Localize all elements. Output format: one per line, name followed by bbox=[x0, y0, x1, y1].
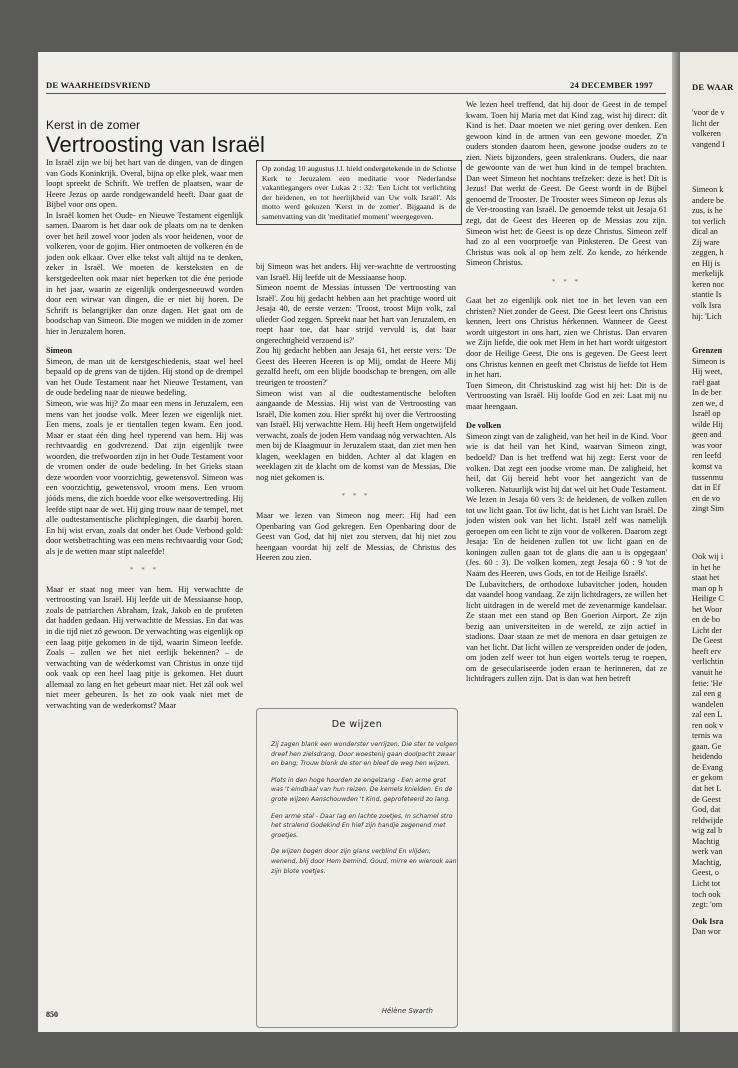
next-page-block-c bbox=[692, 346, 725, 515]
text-line: dat het L bbox=[692, 784, 722, 794]
text-line: de Geest bbox=[692, 794, 721, 804]
text-line: vangend I bbox=[692, 139, 725, 149]
text-line: zeggen, h bbox=[692, 248, 724, 258]
paragraph: Simeon wist van al die oudtestamentische beloften aangaande de Messias. Hij wist van de Vertroosting van Israël, Die komen zou. Hier sprékt hij over die Vertroosting van Israël. Hij verwachtte Hem. Hij heeft Hem ongetwijfeld verwacht, zoals de joden Hem vandaag nóg verwachten. Als men bij de Klaagmuur in Jeruzalem staat, dan ziet men hen klagen, weeklagen en bidden. Achter al dat klagen en weeklagen zit de klacht om de komst van de Messias, Die nog niet gekomen is. bbox=[256, 388, 456, 482]
text-line: raël gaat bbox=[692, 377, 721, 387]
text-line: er gekom bbox=[692, 773, 723, 783]
paragraph: Maar er staat nog meer van hem. Hij verwachtte de vertroosting van Israël. Hij leefde uit de Messiaanse hoop, zoals de patriarchen Abraham, Izak, Jakob en de profeten dat hadden gedaan. Hij verwachtte de Messias. En dat was in die tijd niet zó gewoon. De verwachting was eigenlijk op een laag pitje gekomen in de tijd, waarin Simeon leefde. Zoals – zullen we het niet eerlijk bekennen? – de verwachting van de wéderkomst van Christus in onze tijd ook vaak op een heel laag pitje is gekomen. Het duurt allemaal zo lang en het gebeurt maar niet. Het zál ook wel niet meer gebeuren. Is het zo ook vaak niet met de verwachting van de wederkomst? Maar bbox=[46, 584, 243, 710]
article-kicker: Kerst in de zomer bbox=[46, 118, 141, 132]
text-line: wandelen bbox=[692, 699, 724, 709]
text-line: de Evang bbox=[692, 762, 723, 772]
paragraph: Zou hij gedacht hebben aan Jesaja 61, het eerste vers: 'De Geest des Heeren Heeren is op Mij, omdat de Heere Mij gezalfd heeft, om een blijde boodschap te brengen, om alle treurigen te troosten?' bbox=[256, 346, 456, 388]
header-rule bbox=[46, 93, 666, 94]
text-line: het Woor bbox=[692, 604, 723, 614]
header-publication: DE WAARHEIDSVRIEND bbox=[46, 80, 151, 90]
text-line: 'voor de v bbox=[692, 108, 725, 117]
text-line: ternis wa bbox=[692, 731, 723, 741]
text-line: Hij weet, bbox=[692, 367, 723, 377]
intro-box: Op zondag 10 augustus l.l. hield ondergetekende in de Schotse Kerk te Jeruzalem een meditatie voor Nederlandse vakantiegangers over Lukas 2 : 32: 'Een Licht tot verlichting der heidenen, en tot heerlijkheid van Uw volk Israël'. Als motto werd gekozen 'Kerst in de zomer'. Bijgaand is de samenvatting van dit 'meditatief moment' weergegeven. bbox=[256, 160, 462, 225]
text-line: zegt: 'om bbox=[692, 900, 723, 910]
text-line: en de bo bbox=[692, 615, 720, 625]
text-line: volkeren bbox=[692, 129, 721, 139]
poem-stanza: Zij zagen blank een wonderster verrijzen, Die ster te volgen dreef hen zielsdrang. Door woestenij gaan doolpacht zwaar en bang; Trouw blonk de ster en bleef de weg hen wijzen. bbox=[271, 741, 457, 768]
next-page-block-a bbox=[692, 108, 725, 150]
text-line: reldwijde bbox=[692, 815, 724, 825]
text-line: Licht der bbox=[692, 625, 723, 635]
text-line: Licht tot bbox=[692, 878, 721, 888]
text-line: wig zal b bbox=[692, 826, 723, 836]
poem-box bbox=[256, 708, 458, 1028]
text-line: licht der bbox=[692, 118, 720, 128]
text-line: ren ook v bbox=[692, 720, 724, 730]
text-line: stantie Is bbox=[692, 290, 722, 300]
text-line: tussenmu bbox=[692, 472, 724, 482]
section-divider: * * * bbox=[552, 277, 581, 286]
text-line: keren noc bbox=[692, 279, 725, 289]
next-page-block-d bbox=[692, 552, 724, 938]
column-1 bbox=[46, 158, 243, 711]
paragraph: Simeon, de man uit de kerstgeschiedenis, staat wel heel bepaald op de grens van de tijden. Hij stond op de drempel van het Oude Testament naar het Nieuwe Testament, van de oude bedeling naar de nieuwe bedeling. bbox=[46, 356, 243, 398]
text-line: heidendo bbox=[692, 752, 723, 762]
text-line: zal een g bbox=[692, 689, 722, 699]
subheading-simeon: Simeon bbox=[46, 346, 73, 356]
text-line: Zij ware bbox=[692, 237, 720, 247]
text-line: dat in Ef bbox=[692, 483, 721, 493]
page-gutter bbox=[672, 52, 680, 1032]
subheading-ook-israel: Ook Isra bbox=[692, 916, 724, 926]
text-line: en de vo bbox=[692, 493, 720, 503]
text-line: komst va bbox=[692, 462, 723, 472]
text-line: dical an bbox=[692, 227, 718, 237]
text-line: andere be bbox=[692, 195, 724, 205]
text-line: De Geest bbox=[692, 636, 723, 646]
paragraph: In Israël zijn we bij het hart van de dingen, van de dingen van Gods Koninkrijk. Overal, bijna op elke plek, waar men loopt spreekt de Schrift. We treffen de plaatsen, waar de Heere Jezus op aarde rondgewandeld heeft. Daar gaat de Bijbel voor ons open. bbox=[46, 158, 243, 210]
next-page-block-b bbox=[692, 185, 726, 322]
text-line: zus, is he bbox=[692, 206, 723, 216]
text-line: verlichtin bbox=[692, 657, 724, 667]
paragraph: Simeon, wie was hij? Zo maar een mens in Jeruzalem, een mens van het joodse volk. Meer lezen we eigenlijk niet. Een mens, zoals je er tientallen tegen kwam. Een jood. Maar er staat één ding heel typerend van hem. Hij was rechtvaardig en godvrezend. Dat zijn eigenlijk twee woorden, die trefwoorden zijn in het Oude Testament voor de vromen onder de oude bedeling. In het Grieks staan deze woorden voor voorzichtig, gewetensvol. Simeon was een voorzichtig, gewetensvol, vroom mens. Een vroom jóóds mens, die zich hoedde voor elke wetsovertreding. Hij leefde stipt naar de wet. Hij ging trouw naar de tempel, met alle oudtestamentische plichtplegingen, die daarbij horen. En hij wist ervan, zoals dat onder het Oude Verbond gold: door wetsbetrachting was een mens rechtvaardig voor God; als je de wetten maar stipt naleefde! bbox=[46, 399, 243, 556]
text-line: Machtig, bbox=[692, 857, 722, 867]
text-line: vanuit he bbox=[692, 668, 723, 678]
text-line: zen we, d bbox=[692, 398, 724, 408]
paragraph: De Lubavitchers, de orthodoxe lubavitcher joden, houden dat vaandel hoog vandaag. Ze zijn lichtdragers, ze willen het licht uitdragen in de wereld met de zevenarmige kandelaar. Ze staan met een stand op Ben Goerion Airport. Ze zijn bezig aan universiteiten in de wereld, ze zijn actief in stadions. Daar staan ze met de menora en daar getuigen ze van het licht. Dat licht willen ze verspreiden onder de joden, om joden zelf weer tot hun eigen wortels terug te roepen, om de geseculariseerde joden eraan te herinneren, dat ze lichtdragers zullen zijn. Dat is dan wat hen betreft bbox=[466, 579, 667, 684]
column-2 bbox=[256, 262, 456, 564]
next-page-header: DE WAAR bbox=[692, 82, 734, 92]
poem-stanza: De wijzen bogen door zijn glans verblind En vlijden, wenend, blij door Hem bemind, Goud, mirre en wierook aan zijn blote voetjes. bbox=[271, 848, 457, 875]
article-title: Vertroosting van Israël bbox=[46, 132, 265, 157]
text-line: werk van bbox=[692, 847, 723, 857]
text-line: wilde Hij bbox=[692, 419, 723, 429]
subheading-grenzen: Grenzen bbox=[692, 346, 723, 355]
text-line: hij: 'Lich bbox=[692, 311, 722, 321]
text-line: zingt Sim bbox=[692, 504, 724, 514]
poem-stanza: Een arme stal - Daar lag en lachte zoetjes, In schamel stro het stralend Godekind En hief zijn handje zegenend met groetjes. bbox=[271, 812, 453, 839]
text-line: Simeon k bbox=[692, 185, 724, 194]
text-line: in het he bbox=[692, 562, 721, 572]
text-line: Dan wor bbox=[692, 927, 721, 937]
text-line: gaan. Ge bbox=[692, 741, 722, 751]
text-line: volk Isra bbox=[692, 301, 722, 311]
text-line: geen and bbox=[692, 430, 722, 440]
page-number: 850 bbox=[46, 1010, 58, 1019]
section-divider: * * * bbox=[130, 566, 159, 575]
text-line: en Hij is bbox=[692, 258, 720, 268]
text-line: heeft erv bbox=[692, 646, 722, 656]
text-line: fetie: 'He bbox=[692, 678, 723, 688]
paragraph: Toen Simeon, dit Christuskind zag wist hij het: Dit is de Vertroosting van Israël. Hij loofde God en zei: Laat mij nu maar heengaan. bbox=[466, 380, 667, 411]
paragraph: In Israël komen het Oude- en Nieuwe Testament eigenlijk samen. Daarom is het daar ook de plaats om na te denken over het heil zowel voor joden als voor heidenen, voor de volkeren, voor de gojim. Hier ontmoeten de volkeren én de joden ook elkaar. Over elke tekst valt altijd na te denken, zeker in Israël. We moeten de kersteksten en de kerstgedeelten ook maar niet beperken tot die éne periode in het jaar, waarin ze eigenlijk ondergesneeuwd worden door een wirwar van dingen, die er niet bij horen. De Schrift is belangrijker dan onze dagen. Het gaat om de boodschap van Simeon. Die mogen we midden in de zomer hier in Jeruzalem horen. bbox=[46, 210, 243, 336]
poem-author: Hélène Swarth bbox=[381, 1007, 433, 1015]
paragraph: Simeon noemt de Messias intussen 'De vertroosting van Israël'. Zou hij gedacht hebben aan het prachtige woord uit Jesaja 40, de eerste verzen: 'Troost, troost Mijn volk, zal ulieder God zeggen. Spreekt naar het hart van Jeruzalem, en roept haar toe, dat haar strijd vervuld is, dat haar ongerechtigheid verzoend is?' bbox=[256, 283, 456, 345]
text-line: Geest, o bbox=[692, 868, 720, 878]
text-line: man op h bbox=[692, 583, 723, 593]
column-3 bbox=[466, 100, 667, 685]
paragraph: bij Simeon was het anders. Hij ver-wachtte de vertroosting van Israël. Hij leefde uit de Messiaanse hoop. bbox=[256, 262, 456, 282]
text-line: merkelijk bbox=[692, 269, 724, 279]
text-line: tot verlich bbox=[692, 216, 726, 226]
paragraph: We lezen heel treffend, dat hij door de Geest in de tempel kwam. Toen hij Maria met dat Kind zag, wist hij direct: dít Kind is het. Daar moeten we niet gering over denken. Een gewoon kind in de armen van een gewone moeder. Z'n ouders stonden daarom heen, gewone joodse ouders zo te zien. Niets bijzonders, geen stralenkrans. Ouders, die naar de gewoonte van de wet hun kind in de tempel brachten. Dan weet Simeon het nochtans trefzeker: deze is het! Dít is Jezus! Dat werkt de Geest. De Geest wordt in de Bijbel genoemd de Trooster. De Trooster wees Simeon op Jezus als de Ver-troosting van Israël. De genoemde tekst uit Jesaja 61 zegt, dat de Geest des Heeren op de Messias zou zijn. Simeon wist het: de Geest is op deze Christus. Simeon zelf had zo al een voorproefje van Pinksteren. De Geest van Christus was ook al op hem zelf. Zo kende, zo hérkende Simeon Christus. bbox=[466, 100, 667, 268]
paragraph: Maar we lezen van Simeon nog meer: Hij had een Openbaring van God gekregen. Een Openbaring door de Geest van God, dat hij niet zou sterven, dat hij niet zou heengaan voordat hij zelf de Messias, de Christus des Heeren zou zien. bbox=[256, 511, 456, 563]
text-line: God, dat bbox=[692, 805, 721, 815]
text-line: Israël op bbox=[692, 409, 721, 419]
section-divider: * * * bbox=[341, 492, 371, 501]
text-line: In de ber bbox=[692, 388, 722, 398]
paragraph: Simeon zingt van de zaligheid, van het heil in de Kind. Voor wie is dat heil van het Kind, waarvan Simeon zingt, bedoeld? Dan is het treffend wat hij zegt: Eerst voor de volken. Dat zegt een joodse vrome man. De zaligheid, het heil, dat Gij bereid hebt voor het aangezicht van de volkeren. Natuurlijk wist hij dat wel uit het Oude Testament. We lezen in Jesaja 60 vers 3: de heidenen, de volken zullen tot uw licht gaan. Tot úw licht, dat is het Licht van Israël. De joden wisten ook van het licht. Israël zelf was namelijk geroepen om een licht te zijn voor de volkeren. Daarom zegt Jesaja: 'En de heidenen zullen tot uw licht gaan en de koningen zullen gaan tot de glans die aan u is opgegaan' (Jes. 60 : 3). De volken komen, zegt Jesaja 60 : 9 'tot de Naam des Heeren, uws Gods, en tot de Heilige Israëls'. bbox=[466, 431, 667, 578]
text-line: Machtig bbox=[692, 836, 720, 846]
text-line: staat het bbox=[692, 573, 720, 583]
text-line: Ook wij i bbox=[692, 552, 724, 561]
text-line: ren leefd bbox=[692, 451, 722, 461]
subheading-de-volken: De volken bbox=[466, 421, 502, 431]
header-date: 24 DECEMBER 1997 bbox=[570, 80, 653, 90]
poem-title: De wijzen bbox=[331, 719, 383, 730]
text-line: was voor bbox=[692, 440, 723, 450]
text-line: toch ook bbox=[692, 889, 721, 899]
text-line: Heilige C bbox=[692, 594, 724, 604]
text-line: Simeon is bbox=[692, 356, 725, 366]
text-line: zal een L bbox=[692, 710, 723, 720]
paragraph: Gaat het zo eigenlijk ook niet toe in het leven van een christen? Niet zonder de Geest. Die Geest leert ons Christus kennen, leert ons Christus hérkennen. Wanneer de Geest wordt uitgestort in ons hart, zien we Christus. Dan ervaren we Zijn liefde, die ook met Hem in het hart wordt uitgestort door de Heilige Geest, Die ons is gegeven. De Geest leert ons Christus kennen en geeft met Christus de liefde tot Hem in het hart. bbox=[466, 296, 667, 380]
poem-stanza: Plots in den hoge hoorden ze engelzang - Een arme grot was 't eindbaal van hun reizen. De kemels knielden. En de grote wijzen Aanschouwden 't Kind, geprofeteerd zo lang. bbox=[271, 776, 453, 803]
